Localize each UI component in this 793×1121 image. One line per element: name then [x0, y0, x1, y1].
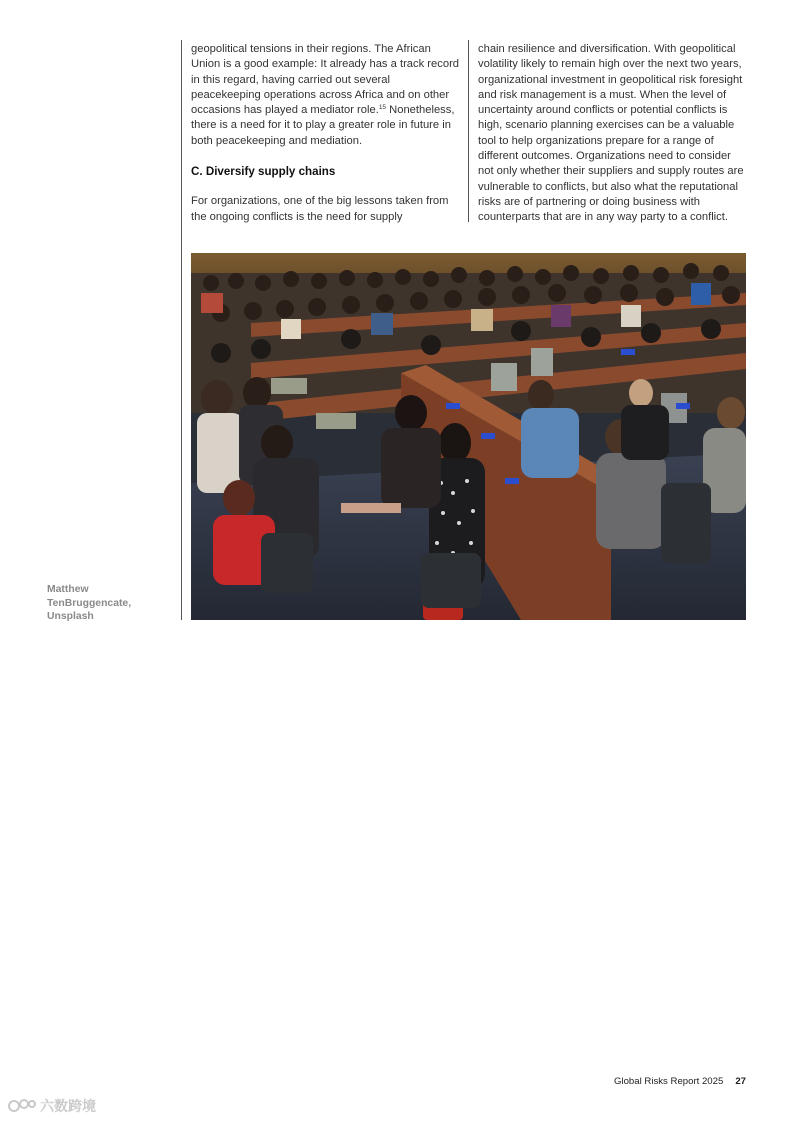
right-column-rule — [468, 40, 469, 222]
page-footer — [614, 1076, 746, 1087]
left-column-rule — [181, 40, 182, 620]
left-paragraph-1: geopolitical tensions in their regions. The African Union is a good example: It already has a track record in this regard, having carried out several peacekeeping operations across Africa and on other occasions has played a mediator role.$^{15}$ Nonetheless, there is a need for it to play a greater role in future in both peacekeeping and mediation. — [191, 43, 460, 147]
photo-credit-caption — [47, 583, 157, 624]
footer-report-title: Global Risks Report 2025 — [614, 1076, 724, 1087]
footer-page-number: 27 — [735, 1076, 746, 1087]
watermark-text: 六数跨境 — [40, 1098, 96, 1114]
caption-line-3: Unsplash — [47, 611, 94, 622]
caption-line-1: Matthew — [47, 584, 89, 595]
left-paragraph-2: For organizations, one of the big lessons taken from the ongoing conflicts is the need for supply — [191, 195, 449, 223]
section-heading-diversify-supply-chains: C. Diversify supply chains — [191, 165, 336, 179]
right-paragraph-1: chain resilience and diversification. With geopolitical volatility likely to remain high over the next two years, organizational investment in geopolitical risk foresight and risk management is a must. When the level of uncertainty around conflicts or potential conflicts is high, scenario planning exercises can be a valuable tool to help organizations prepare for a range of different outcomes. Organizations need to consider not only whether their suppliers and supply routes are vulnerable to conflicts, but also what the reputational risks are of partnering or doing business with counterparts that are in any way party to a conflict. — [478, 43, 744, 224]
assembly-hall-photo — [191, 253, 746, 620]
watermark — [8, 1096, 96, 1116]
watermark-logo-icon — [8, 1098, 36, 1114]
caption-line-2: TenBruggencate, — [47, 597, 132, 609]
assembly-hall-illustration — [191, 253, 746, 620]
left-text-column — [191, 42, 461, 225]
footnote-ref-15[interactable]: 15 — [378, 104, 387, 112]
right-text-column — [478, 42, 746, 226]
